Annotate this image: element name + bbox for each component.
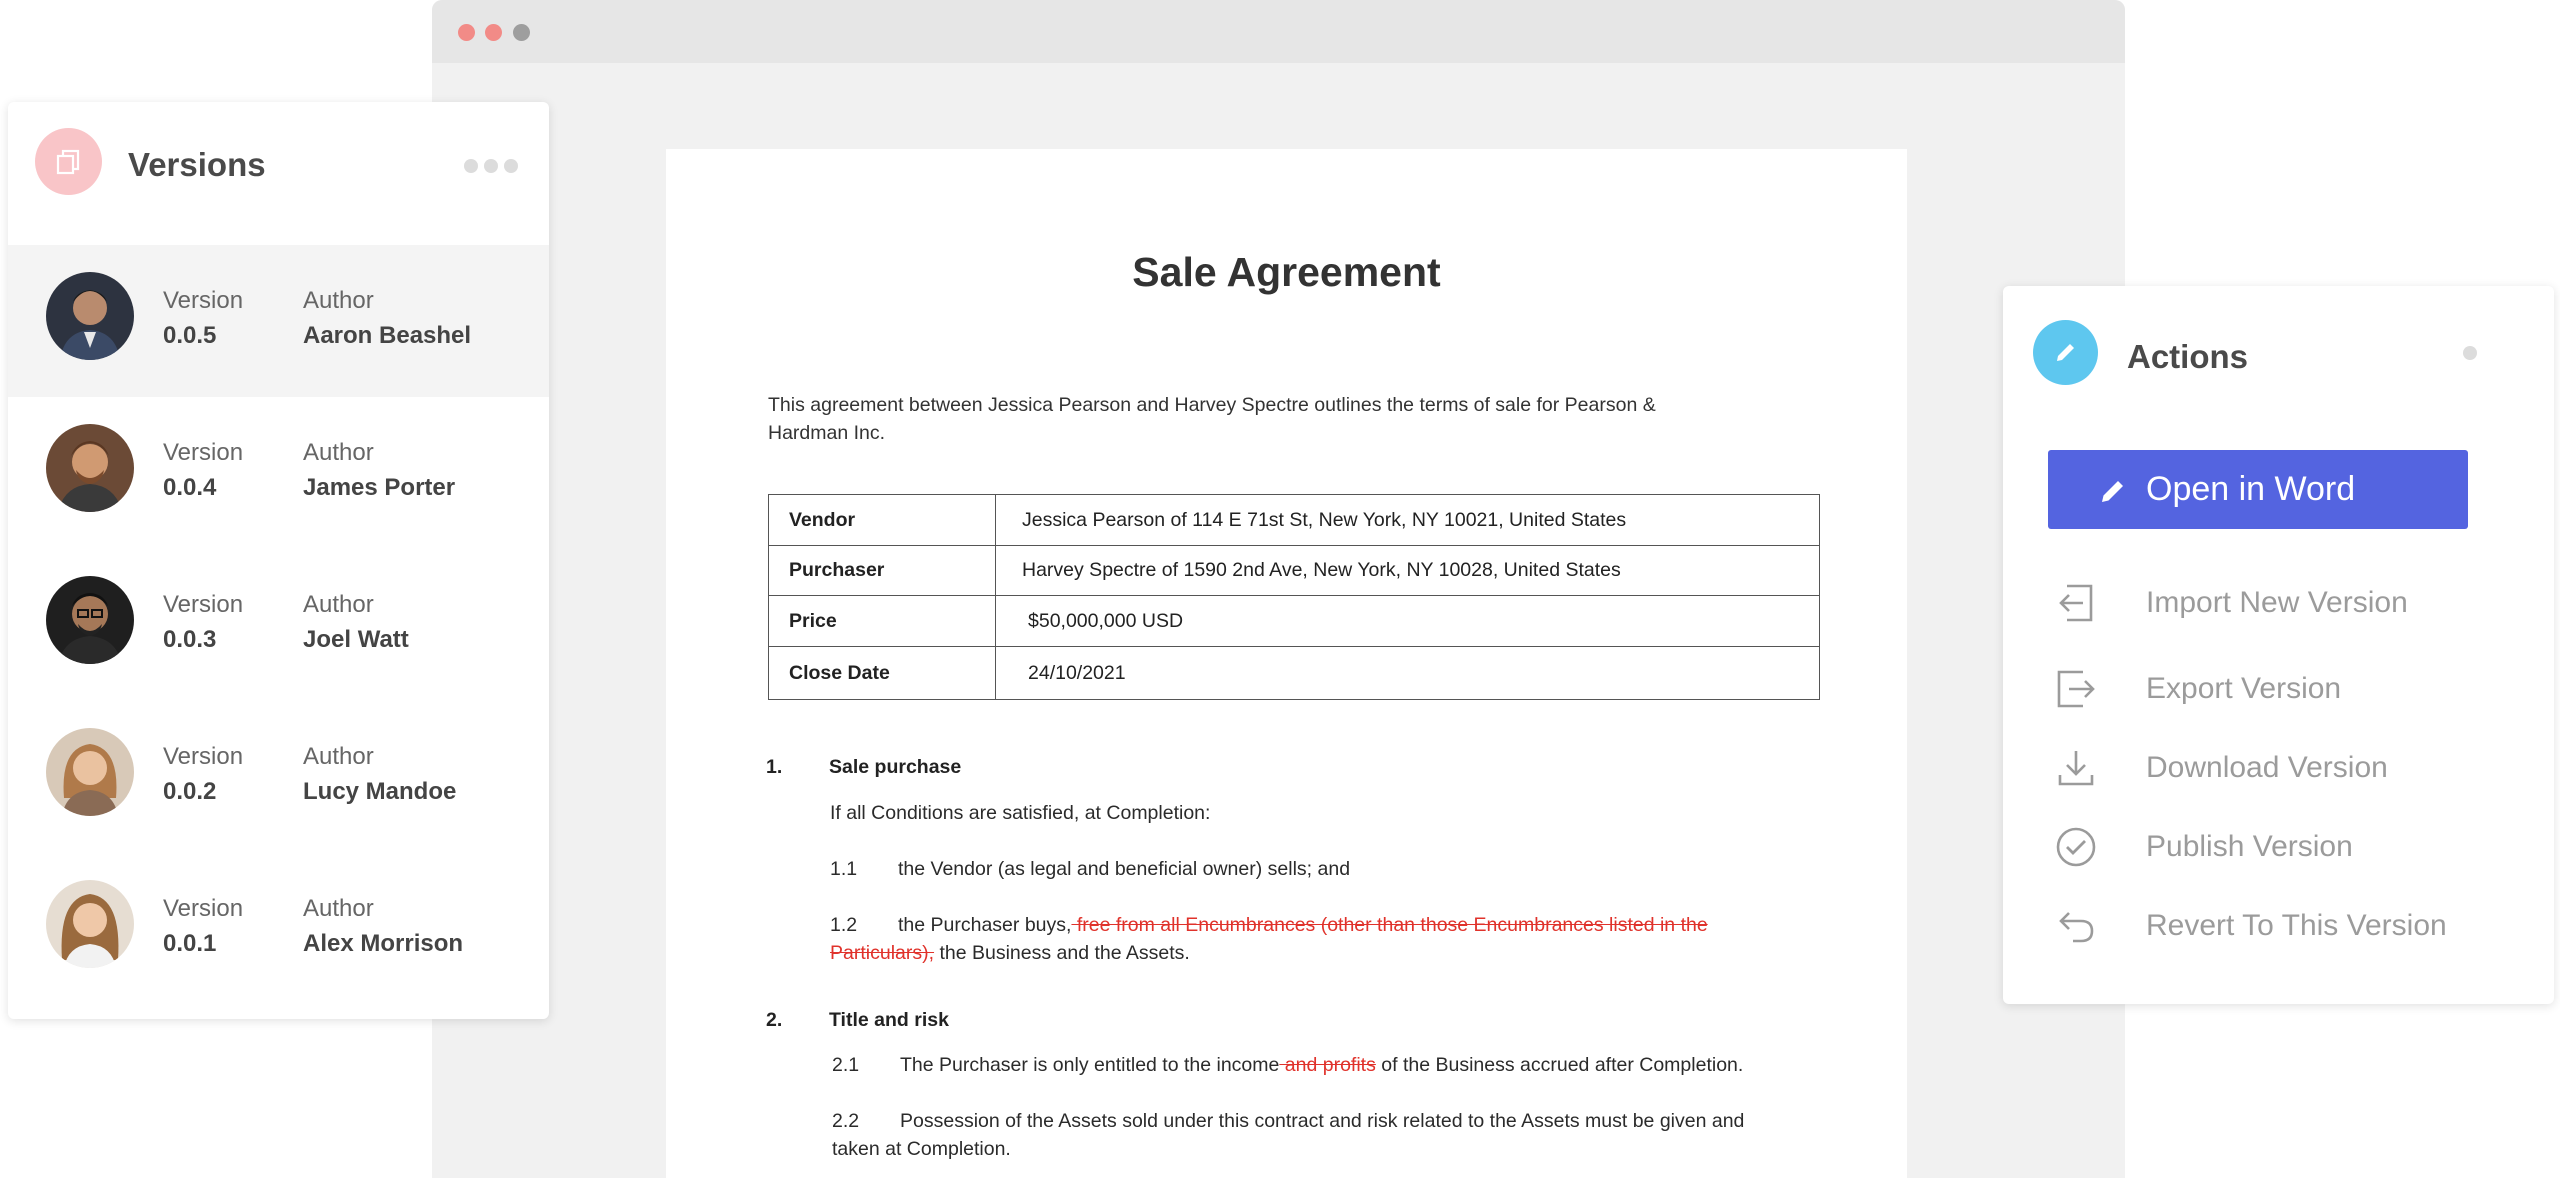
document-intro: This agreement between Jessica Pearson and Harvey Spectre outlines the terms of sale for Pearson & Hardman Inc. bbox=[768, 394, 1656, 444]
more-options-icon[interactable] bbox=[2463, 346, 2477, 360]
pencil-icon bbox=[2098, 476, 2128, 506]
tracked-deletion: free from all Encumbrances (other than those Encumbrances listed in the Particulars), bbox=[830, 914, 1708, 964]
close-window-button[interactable] bbox=[458, 24, 475, 41]
avatar bbox=[46, 880, 134, 968]
clause-text: the Vendor (as legal and beneficial owner) sells; and bbox=[898, 858, 1351, 880]
author-label: Author bbox=[303, 895, 374, 922]
table-value: Jessica Pearson of 114 E 71st St, New York, NY 10021, United States bbox=[996, 495, 1820, 546]
avatar bbox=[46, 728, 134, 816]
import-new-version-button[interactable] bbox=[2043, 572, 2513, 632]
author-name: Alex Morrison bbox=[303, 930, 464, 957]
clause bbox=[832, 1051, 1743, 1079]
author-name: Aaron Beashel bbox=[303, 322, 472, 349]
clause-number: 1.1 bbox=[830, 858, 858, 880]
document-page bbox=[666, 149, 1907, 1178]
action-label: Download Version bbox=[2146, 751, 2388, 784]
table-row bbox=[769, 596, 1820, 647]
clause-number: 2.1 bbox=[832, 1054, 860, 1076]
more-options-icon[interactable] bbox=[464, 159, 518, 173]
section-number: 1. bbox=[766, 756, 783, 778]
document-title: Sale Agreement bbox=[1132, 249, 1441, 295]
clause-text: Possession of the Assets sold under this contract and risk related to the Assets must be given and taken at Completion. bbox=[832, 1110, 1745, 1160]
clause bbox=[830, 855, 1350, 883]
section-number: 2. bbox=[766, 1009, 783, 1031]
action-label: Export Version bbox=[2146, 672, 2342, 705]
version-number: 0.0.4 bbox=[163, 474, 217, 501]
check-circle-icon bbox=[2055, 826, 2097, 868]
author-label: Author bbox=[303, 591, 374, 618]
export-version-button[interactable] bbox=[2043, 658, 2513, 718]
actions-title: Actions bbox=[2127, 338, 2249, 375]
table-value: 24/10/2021 bbox=[996, 647, 1820, 700]
version-label: Version bbox=[163, 439, 244, 466]
clause bbox=[830, 911, 1760, 967]
tracked-deletion: and profits bbox=[1279, 1054, 1376, 1076]
browser-window bbox=[432, 0, 2125, 1178]
section-lead: If all Conditions are satisfied, at Completion: bbox=[830, 802, 1211, 824]
version-number: 0.0.5 bbox=[163, 322, 217, 349]
version-row[interactable] bbox=[8, 701, 549, 853]
import-icon bbox=[2055, 582, 2097, 624]
version-number: 0.0.2 bbox=[163, 778, 217, 805]
minimize-window-button[interactable] bbox=[485, 24, 502, 41]
version-row[interactable] bbox=[8, 397, 549, 549]
avatar bbox=[46, 424, 134, 512]
clause-text: of the Business accrued after Completion. bbox=[1375, 1054, 1744, 1076]
section-heading: Title and risk bbox=[829, 1009, 949, 1031]
copy-icon bbox=[55, 148, 82, 175]
window-titlebar bbox=[432, 0, 2125, 63]
version-label: Version bbox=[163, 895, 244, 922]
author-name: Lucy Mandoe bbox=[303, 778, 457, 805]
author-label: Author bbox=[303, 743, 374, 770]
author-name: Joel Watt bbox=[303, 626, 409, 653]
clause-number: 1.2 bbox=[830, 914, 858, 936]
table-key: Purchaser bbox=[769, 546, 996, 596]
version-row[interactable] bbox=[8, 549, 549, 701]
action-label: Publish Version bbox=[2146, 830, 2353, 863]
clause-text: the Purchaser buys, bbox=[898, 914, 1072, 936]
version-number: 0.0.3 bbox=[163, 626, 217, 653]
versions-title: Versions bbox=[128, 146, 266, 183]
download-icon bbox=[2055, 747, 2097, 789]
revert-version-button[interactable] bbox=[2043, 895, 2513, 955]
clause-text: the Business and the Assets. bbox=[934, 942, 1190, 964]
version-label: Version bbox=[163, 743, 244, 770]
version-row[interactable] bbox=[8, 853, 549, 1005]
clause-text: The Purchaser is only entitled to the income bbox=[900, 1054, 1280, 1076]
pencil-icon bbox=[2053, 340, 2078, 365]
table-value: $50,000,000 USD bbox=[996, 596, 1820, 647]
table-key: Vendor bbox=[769, 495, 996, 546]
table-key: Price bbox=[769, 596, 996, 647]
version-label: Version bbox=[163, 591, 244, 618]
export-icon bbox=[2055, 668, 2097, 710]
table-row bbox=[769, 647, 1820, 700]
actions-header-icon bbox=[2033, 320, 2098, 385]
versions-header-icon bbox=[35, 128, 102, 195]
clause bbox=[832, 1107, 1792, 1163]
clause-number: 2.2 bbox=[832, 1110, 860, 1132]
author-label: Author bbox=[303, 287, 374, 314]
versions-panel bbox=[8, 102, 549, 1019]
terms-table bbox=[768, 494, 1820, 700]
author-label: Author bbox=[303, 439, 374, 466]
open-in-word-button[interactable] bbox=[2048, 450, 2468, 529]
publish-version-button[interactable] bbox=[2043, 816, 2513, 876]
actions-panel bbox=[2003, 286, 2554, 1004]
table-key: Close Date bbox=[769, 647, 996, 700]
download-version-button[interactable] bbox=[2043, 737, 2513, 797]
section-heading: Sale purchase bbox=[829, 756, 962, 778]
avatar bbox=[46, 576, 134, 664]
zoom-window-button[interactable] bbox=[513, 24, 530, 41]
version-number: 0.0.1 bbox=[163, 930, 217, 957]
author-name: James Porter bbox=[303, 474, 456, 501]
avatar bbox=[46, 272, 134, 360]
revert-icon bbox=[2055, 905, 2097, 947]
action-label: Revert To This Version bbox=[2146, 909, 2447, 942]
action-label: Import New Version bbox=[2146, 586, 2408, 619]
version-label: Version bbox=[163, 287, 244, 314]
table-row bbox=[769, 546, 1820, 596]
open-in-word-label: Open in Word bbox=[2146, 470, 2356, 508]
table-row bbox=[769, 495, 1820, 546]
version-row[interactable] bbox=[8, 245, 549, 397]
table-value: Harvey Spectre of 1590 2nd Ave, New York, NY 10028, United States bbox=[996, 546, 1820, 596]
